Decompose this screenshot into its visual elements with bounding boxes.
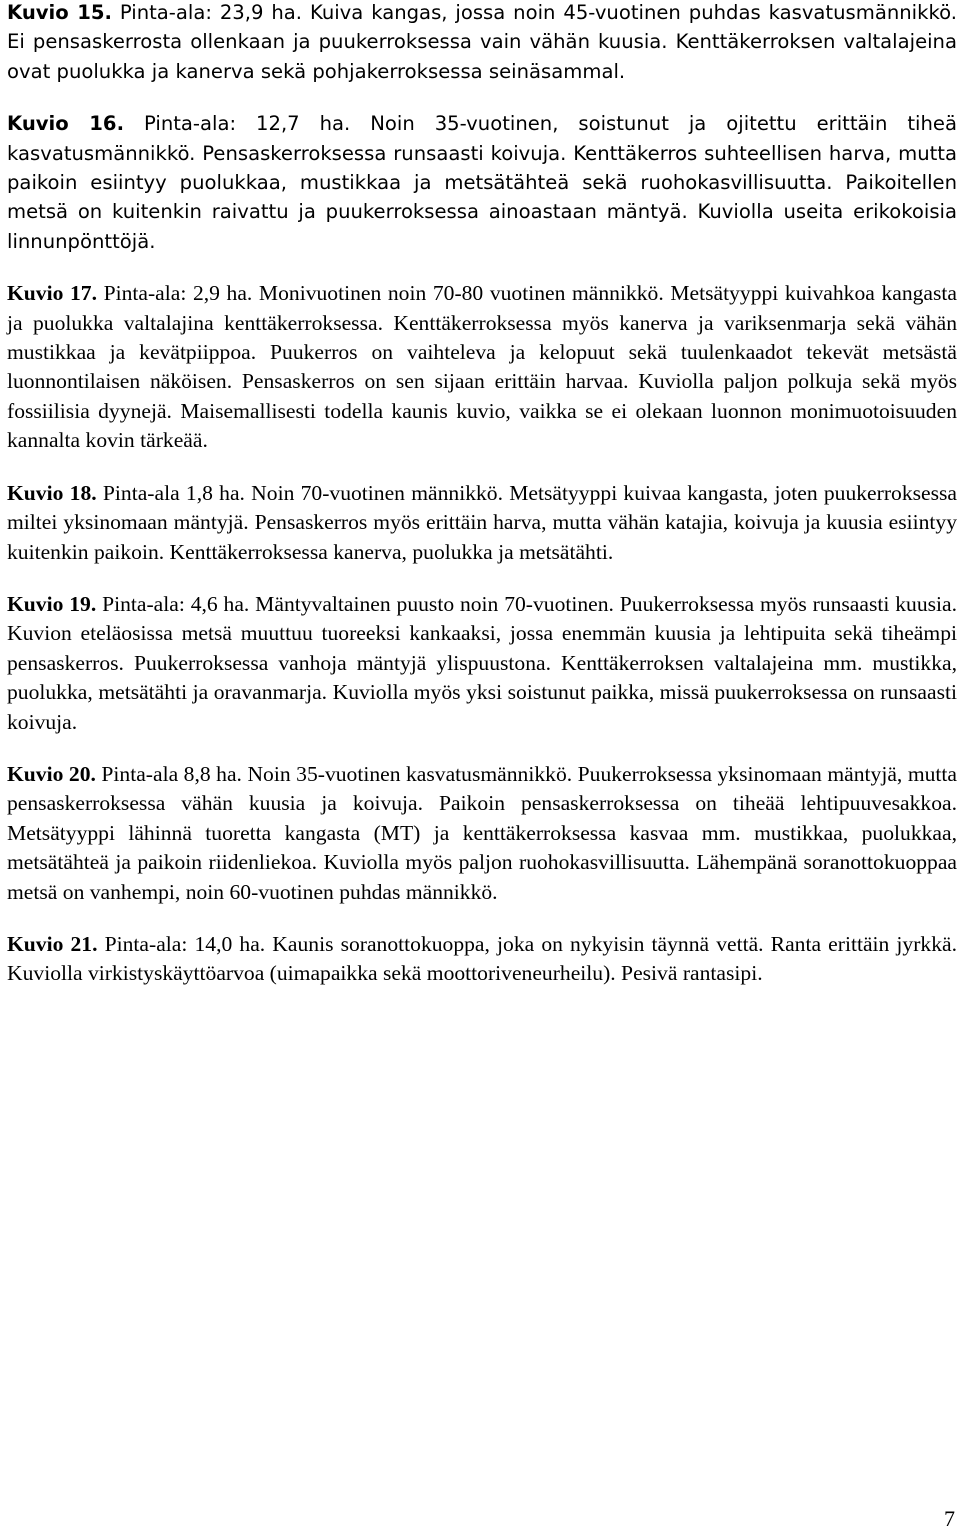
kuvio-19-body: Pinta-ala: 4,6 ha. Mäntyvaltainen puusto noin 70-vuotinen. Puukerroksessa myös runsaasti kuusia. Kuvion eteläosissa metsä muuttuu tuoreeksi kankaaksi, jossa enemmän kuusia ja lehtipuita sekä tiheämpi pensaskerros. Puukerroksessa vanhoja mäntyjä ylispuustona. Kenttäkerroksen valtalajeina mm. mustikka, puolukka, metsätähti ja oravanmarja. Kuviolla myös yksi soistunut paikka, missä puukerroksessa on runsaasti koivuja. — [7, 591, 957, 734]
paragraph-kuvio-20 — [7, 760, 957, 907]
kuvio-17-heading: Kuvio 17. — [7, 281, 97, 306]
kuvio-19-heading: Kuvio 19. — [7, 591, 97, 616]
kuvio-16-heading: Kuvio 16. — [7, 112, 125, 136]
kuvio-15-heading: Kuvio 15. — [7, 1, 112, 24]
kuvio-17-body: Pinta-ala: 2,9 ha. Monivuotinen noin 70-80 vuotinen männikkö. Metsätyyppi kuivahkoa kangasta ja puolukka valtalajina kenttäkerroksessa. Kenttäkerroksessa myös kanerva ja variksenmarja sekä vähän mustikkaa ja kevätpiippoa. Puukerros on vaihteleva ja kelopuut sekä tuulenkaadot tekevät metsästä luonnontilaisen näköisen. Pensaskerros on sen sijaan erittäin harvaa. Kuviolla paljon polkuja sekä myös fossiilisia dyynejä. Maisemallisesti todella kaunis kuvio, vaikka se ei olekaan luonnon monimuotoisuuden kannalta kovin tärkeää. — [7, 281, 957, 453]
paragraph-kuvio-15 — [7, 0, 957, 86]
paragraph-kuvio-19 — [7, 590, 957, 737]
paragraph-kuvio-16 — [7, 109, 957, 256]
kuvio-18-heading: Kuvio 18. — [7, 480, 97, 505]
page-number: 7 — [944, 1506, 955, 1531]
kuvio-20-body: Pinta-ala 8,8 ha. Noin 35-vuotinen kasvatusmännikkö. Puukerroksessa yksinomaan mäntyjä, mutta pensaskerroksessa vähän kuusia ja koivuja. Paikoin pensaskerroksessa on tiheää lehtipuuvesakkoa. Metsätyyppi lähinnä tuoretta kangasta (MT) ja kenttäkerroksessa kasvaa mm. mustikkaa, puolukkaa, metsätähteä ja paikoin riidenliekoa. Kuviolla myös paljon ruohokasvillisuutta. Lähempänä soranottokuoppaa metsä on vanhempi, noin 60-vuotinen puhdas männikkö. — [7, 761, 957, 904]
kuvio-18-body: Pinta-ala 1,8 ha. Noin 70-vuotinen männikkö. Metsätyyppi kuivaa kangasta, joten puukerroksessa miltei yksinomaan mäntyjä. Pensaskerros myös erittäin harva, mutta vähän katajia, koivuja ja kuusia esiintyy kuitenkin paikoin. Kenttäkerroksessa kanerva, puolukka ja metsätähti. — [7, 480, 957, 564]
kuvio-16-body: Pinta-ala: 12,7 ha. Noin 35-vuotinen, soistunut ja ojitettu erittäin tiheä kasvatusmännikkö. Pensaskerroksessa runsaasti koivuja. Kenttäkerros suhteellisen harva, mutta paikoin esiintyy puolukkaa, mustikkaa ja metsätähteä sekä ruohokasvillisuutta. Paikoitellen metsä on kuitenkin raivattu ja puukerroksessa ainoastaan mäntyä. Kuviolla useita erikokoisia linnunpönttöjä. — [7, 112, 957, 253]
paragraph-kuvio-21 — [7, 930, 957, 989]
paragraph-kuvio-17 — [7, 279, 957, 455]
kuvio-20-heading: Kuvio 20. — [7, 761, 96, 786]
document-page — [7, 0, 957, 1012]
kuvio-21-body: Pinta-ala: 14,0 ha. Kaunis soranottokuoppa, joka on nykyisin täynnä vettä. Ranta erittäin jyrkkä. Kuviolla virkistyskäyttöarvoa (uimapaikka sekä moottoriveneurheilu). Pesivä rantasipi. — [7, 931, 957, 986]
kuvio-15-body: Pinta-ala: 23,9 ha. Kuiva kangas, jossa noin 45-vuotinen puhdas kasvatusmännikkö. Ei pensaskerrosta ollenkaan ja puukerroksessa vain vähän kuusia. Kenttäkerroksen valtalajeina ovat puolukka ja kanerva sekä pohjakerroksessa seinäsammal. — [7, 1, 957, 83]
kuvio-21-heading: Kuvio 21. — [7, 931, 98, 956]
paragraph-kuvio-18 — [7, 479, 957, 567]
